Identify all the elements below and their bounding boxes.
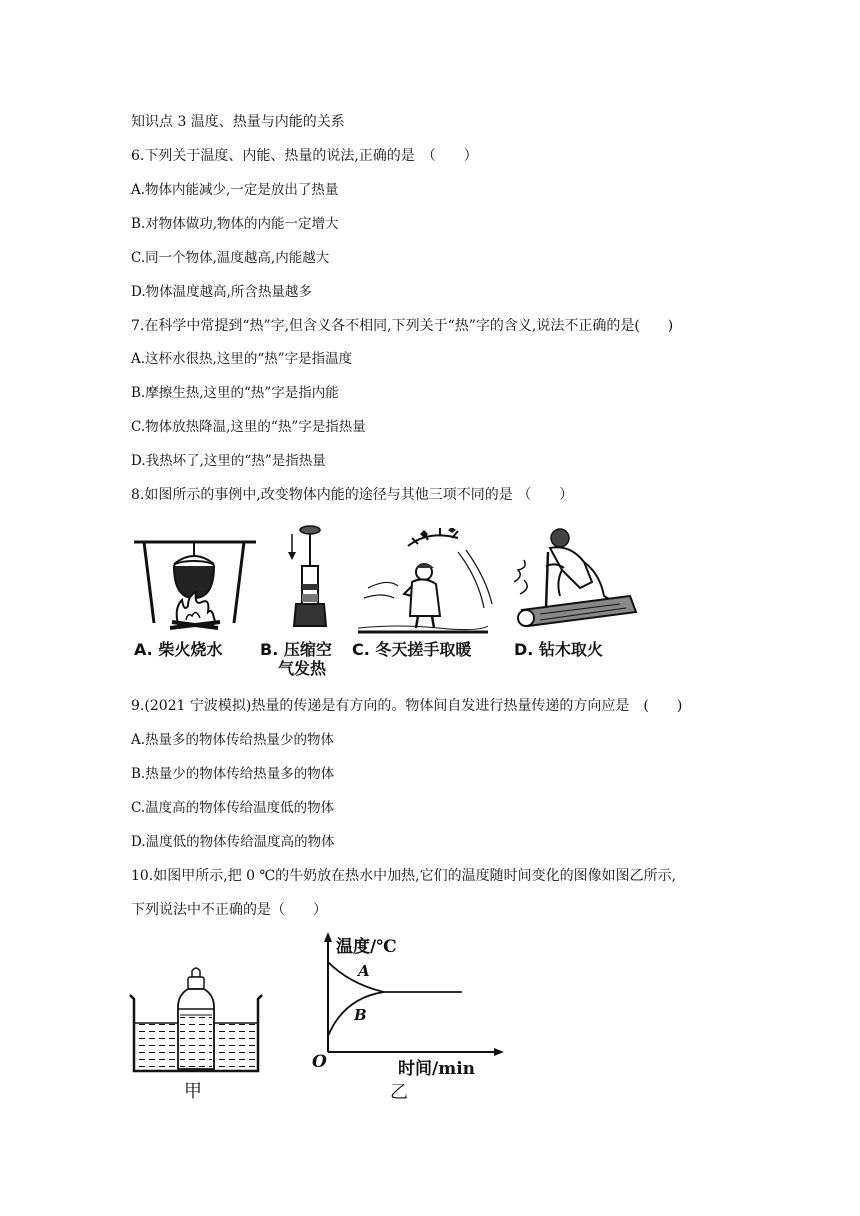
question-9-option-d: D.温度低的物体传给温度高的物体	[131, 834, 335, 850]
question-6-option-b: B.对物体做功,物体的内能一定增大	[131, 216, 339, 232]
question-7-stem: 7.在科学中常提到“热”字,但含义各不相同,下列关于“热”字的含义,说法不正确的是( )	[131, 318, 674, 334]
x-axis-label: 时间/min	[398, 1059, 476, 1079]
question-10-stem-line1: 10.如图甲所示,把 0 ℃的牛奶放在热水中加热,它们的温度随时间变化的图像如图乙所示,	[131, 868, 677, 884]
question-6-option-d: D.物体温度越高,所含热量越多	[131, 284, 312, 300]
figure-jia-label: 甲	[184, 1081, 202, 1102]
curve-b-label: B	[354, 1006, 367, 1024]
question-7-option-a: A.这杯水很热,这里的“热”字是指温度	[131, 351, 353, 367]
air-compression-pump-illustration	[278, 522, 338, 632]
figure-yi-label: 乙	[390, 1082, 408, 1103]
question-6-option-c: C.同一个物体,温度越高,内能越大	[131, 250, 330, 266]
question-7-option-d: D.我热坏了,这里的“热”是指热量	[131, 453, 326, 469]
question-9-option-a: A.热量多的物体传给热量少的物体	[131, 732, 335, 748]
question-9-stem: 9.(2021 宁波模拟)热量的传递是有方向的。物体间自发进行热量传递的方向应是 ( )	[131, 698, 683, 714]
rubbing-hands-illustration	[358, 528, 498, 638]
question-9-option-c: C.温度高的物体传给温度低的物体	[131, 800, 335, 816]
caption-d: D. 钻木取火	[514, 640, 603, 659]
question-10-stem-line2: 下列说法中不正确的是（ ）	[131, 902, 327, 918]
question-7-option-c: C.物体放热降温,这里的“热”字是指热量	[131, 419, 366, 435]
question-6-option-a: A.物体内能减少,一定是放出了热量	[131, 182, 339, 198]
question-7-option-b: B.摩擦生热,这里的“热”字是指内能	[131, 385, 339, 401]
question-6-stem: 6.下列关于温度、内能、热量的说法,正确的是 （ ）	[131, 148, 478, 164]
origin-label: O	[312, 1052, 327, 1072]
question-8-figure	[130, 528, 640, 680]
caption-b-line2: 气发热	[278, 659, 327, 678]
question-9-option-b: B.热量少的物体传给热量多的物体	[131, 766, 335, 782]
figure-yi-graph	[310, 932, 510, 1102]
curve-a-label: A	[358, 962, 370, 980]
y-axis-label: 温度/℃	[336, 937, 397, 957]
pot-over-fire-illustration	[130, 528, 260, 638]
question-8-stem: 8.如图所示的事例中,改变物体内能的途径与其他三项不同的是 （ ）	[131, 487, 574, 503]
caption-c: C. 冬天搓手取暖	[352, 640, 472, 659]
caption-b-line1: B. 压缩空	[260, 640, 332, 659]
section-title: 知识点 3 温度、热量与内能的关系	[131, 114, 345, 130]
caption-a: A. 柴火烧水	[134, 640, 223, 659]
drilling-wood-illustration	[510, 522, 640, 632]
milk-bottle-beaker-illustration	[128, 965, 268, 1075]
figure-jia	[128, 965, 268, 1100]
